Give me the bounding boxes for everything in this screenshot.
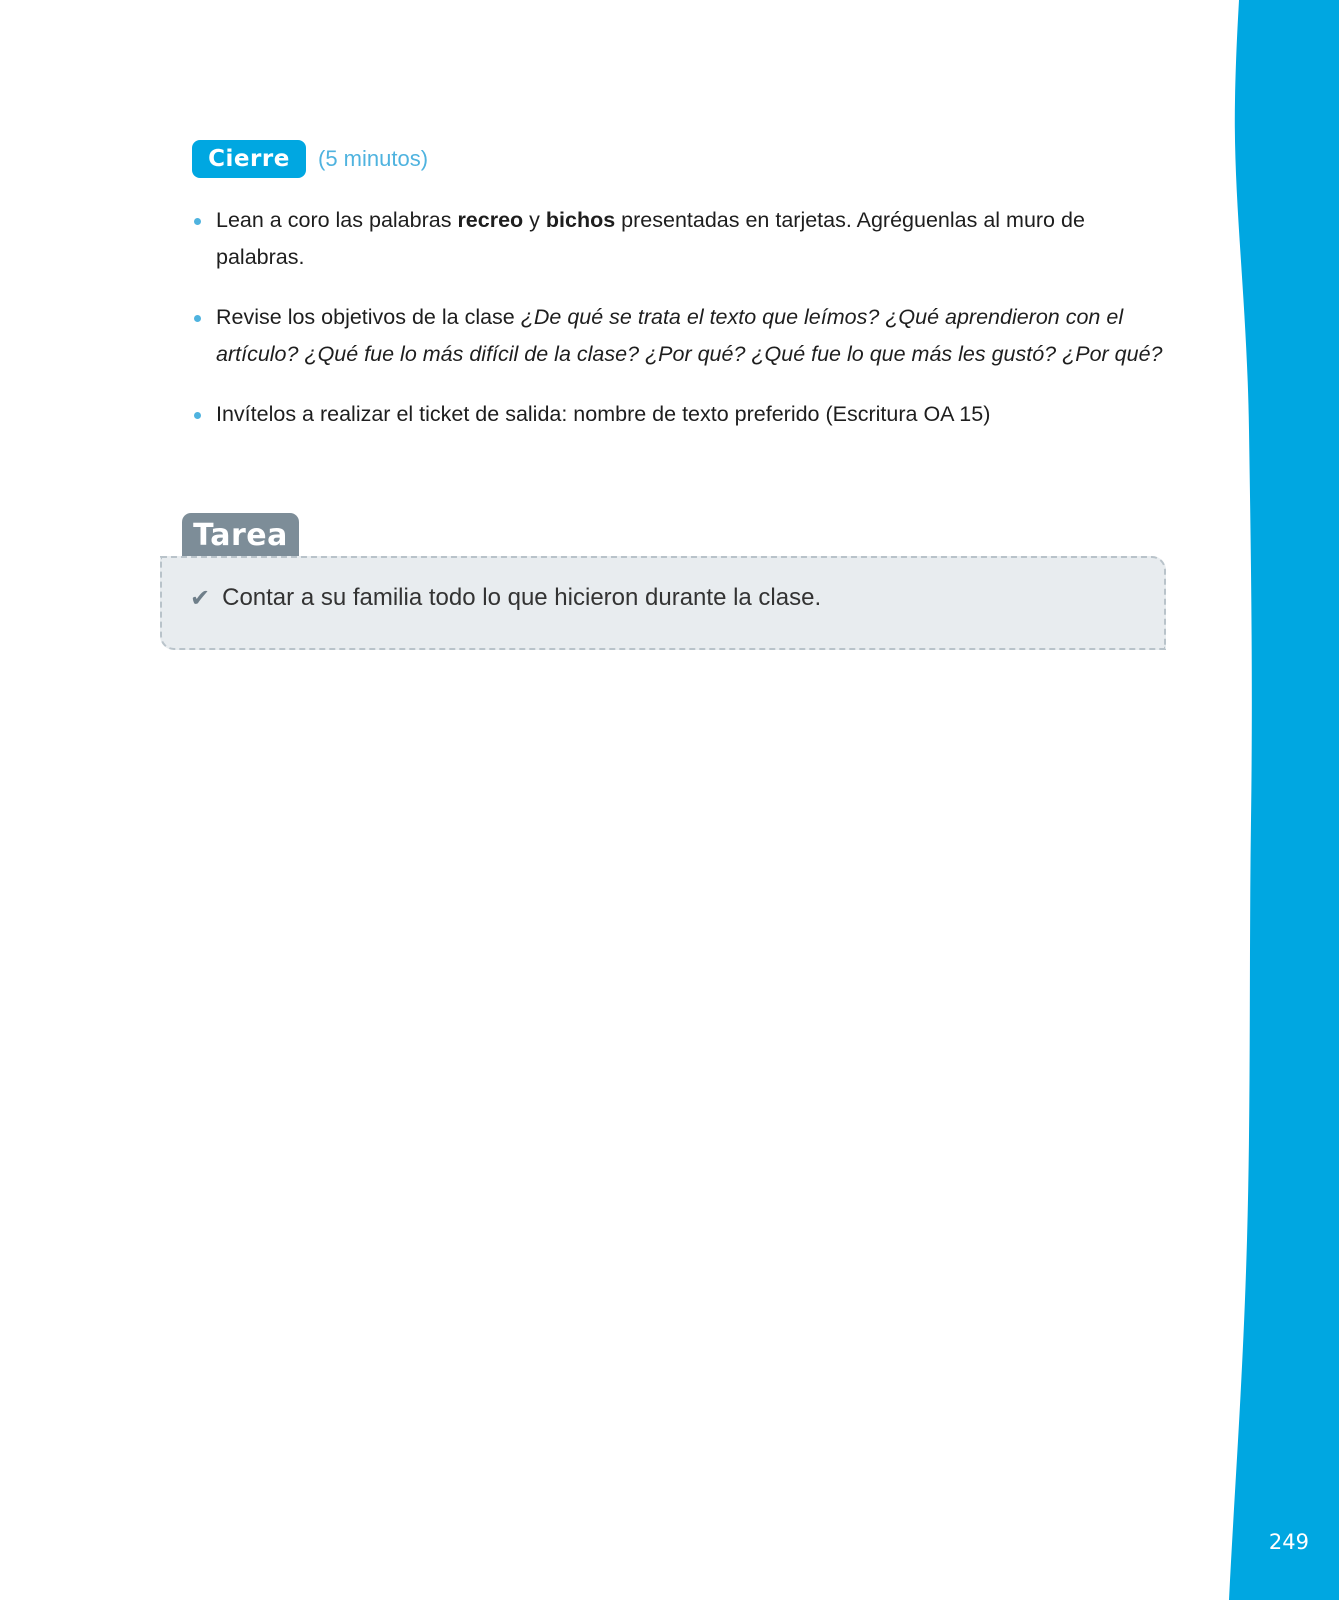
tarea-box [160,556,1166,650]
cierre-activity-list [192,202,1172,456]
list-item [192,299,1172,373]
tarea-title: Tarea [182,513,299,557]
bullet-icon [194,412,201,419]
objective-questions: ¿De qué se trata el texto que leímos? ¿Qué aprendieron con el artículo? ¿Qué fue lo más difícil de la clase? ¿Por qué? ¿Qué fue lo que más les gustó? ¿Por qué? [216,305,1163,366]
check-icon: ✔ [190,584,211,612]
tarea-item [190,584,821,612]
keyword-bichos: bichos [545,208,616,232]
item-text: Revise los objetivos de la clase [216,305,521,329]
cierre-badge: Cierre [192,140,306,178]
tarea-item-text: Contar a su familia todo lo que hicieron durante la clase. [222,584,822,611]
item-text: Invítelos a realizar el ticket de salida: nombre de texto preferido (Escritura OA 15) [216,402,991,426]
cierre-duration: (5 minutos) [318,146,429,171]
item-text: presentadas en tarjetas. Agréguenlas al muro de palabras. [216,208,1085,269]
side-color-band [1229,0,1339,1600]
bullet-icon [194,218,201,225]
item-text: Lean a coro las palabras [216,208,458,232]
page-number: 249 [1268,1530,1309,1554]
list-item [192,396,1172,433]
keyword-recreo: recreo [457,208,524,232]
item-text: y [523,208,546,232]
bullet-icon [194,315,201,322]
list-item [192,202,1172,276]
cierre-header [192,140,428,178]
